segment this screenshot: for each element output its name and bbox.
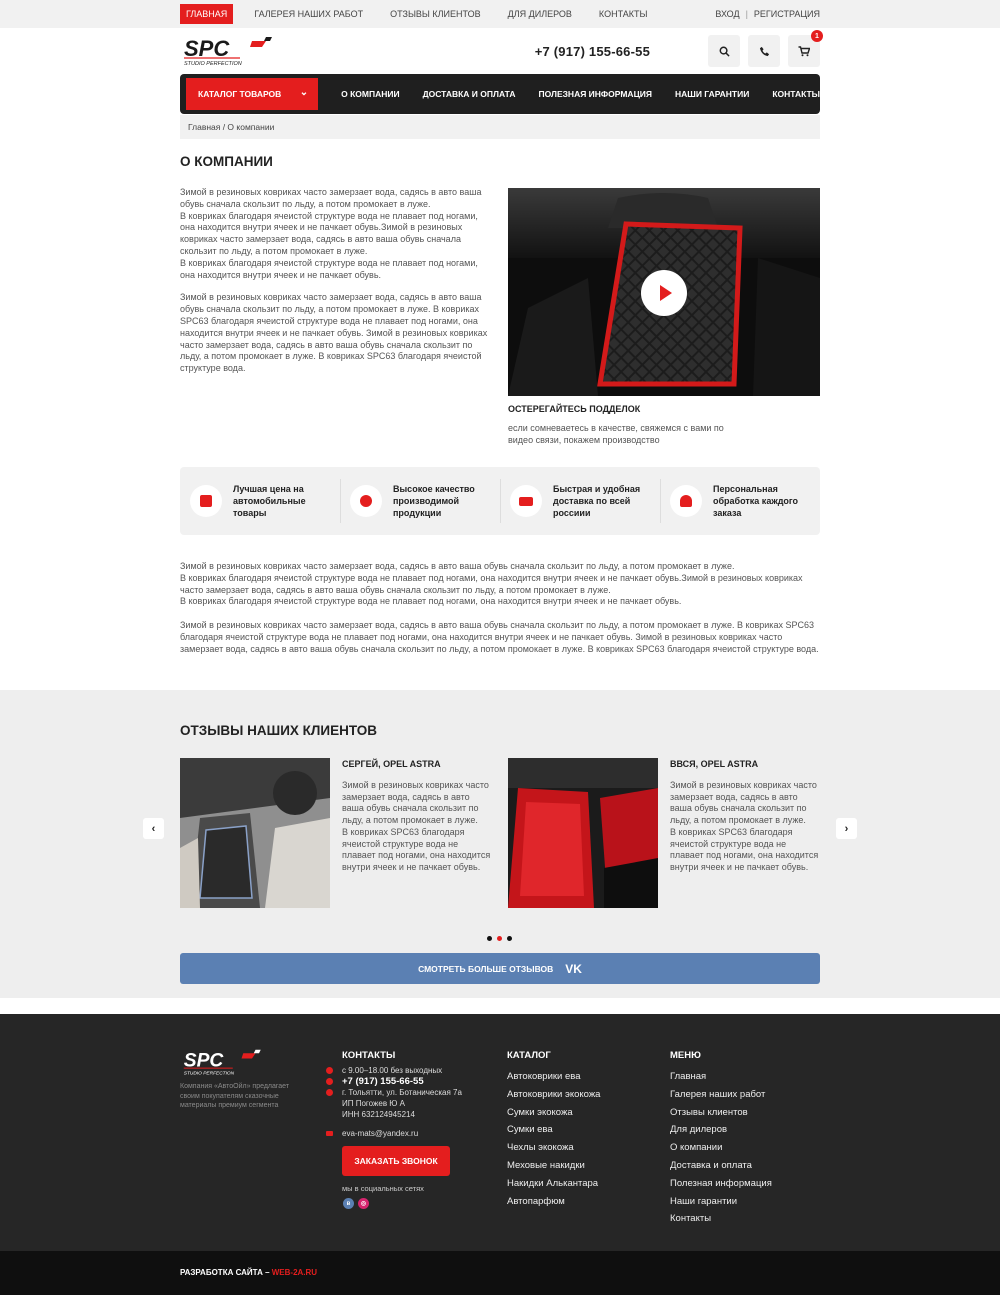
carousel-dot-active[interactable] bbox=[497, 936, 502, 941]
footer-menu-link[interactable]: Главная bbox=[670, 1071, 707, 1082]
register-link[interactable]: РЕГИСТРАЦИЯ bbox=[753, 9, 820, 19]
footer-menu-link[interactable]: Доставка и оплата bbox=[670, 1159, 752, 1171]
location-pin-icon bbox=[325, 1088, 334, 1097]
contact-address bbox=[342, 1088, 492, 1098]
carousel-dot[interactable] bbox=[487, 936, 492, 941]
footer-menu-list bbox=[670, 1068, 772, 1228]
features-bar bbox=[180, 467, 820, 535]
page-title: О КОМПАНИИ bbox=[180, 154, 273, 169]
feature-text: Персональная обработка каждого заказа bbox=[713, 484, 799, 518]
feature-item bbox=[660, 467, 820, 535]
footer-catalog-link[interactable]: Автоковрики экокожа bbox=[507, 1088, 601, 1100]
footer-phone[interactable]: +7 (917) 155-66-55 bbox=[342, 1076, 424, 1087]
inn-text: ИНН 632124945214 bbox=[342, 1110, 415, 1119]
top-nav-gallery[interactable]: ГАЛЕРЕЯ НАШИХ РАБОТ bbox=[254, 9, 364, 19]
video-player[interactable] bbox=[508, 188, 820, 396]
intro-text bbox=[180, 187, 490, 386]
top-nav-contacts[interactable]: КОНТАКТЫ bbox=[598, 9, 648, 19]
about-paragraph-1: Зимой в резиновых ковриках часто замерзает вода, садясь в авто ваша обувь сначала скользит по льду, а потом промокает в луже. В ковриках благодаря ячеистой структуре вода не плавает под ногами, она находится внутри ячеек и не пачкает обувь.Зимой в резиновых ковриках часто замерзает вода, садясь в авто ваша обувь сначала скользит по льду, а потом промокает в луже. В ковриках благодаря ячеистой структуре вода не плавает под ногами, она находится внутри ячеек и не пачкает обувь. bbox=[180, 561, 803, 607]
top-nav-home[interactable]: ГЛАВНАЯ bbox=[180, 4, 233, 24]
developer-label: РАЗРАБОТКА САЙТА – bbox=[180, 1268, 270, 1277]
carousel-dot[interactable] bbox=[507, 936, 512, 941]
footer-catalog-link[interactable]: Автопарфюм bbox=[507, 1195, 565, 1207]
nav-item-delivery[interactable]: ДОСТАВКА И ОПЛАТА bbox=[422, 89, 516, 99]
feature-text: Быстрая и удобная доставка по всей россиии bbox=[553, 484, 641, 518]
carousel-dots bbox=[487, 936, 512, 941]
reviews-title: ОТЗЫВЫ НАШИХ КЛИЕНТОВ bbox=[180, 723, 377, 738]
review-card bbox=[180, 758, 492, 908]
feature-item bbox=[500, 467, 660, 535]
video-note: если сомневаетесь в качестве, свяжемся с вами по видео связи, покажем производство bbox=[508, 423, 724, 445]
nav-item-guarantees[interactable]: НАШИ ГАРАНТИИ bbox=[675, 89, 750, 99]
footer-contacts-title: КОНТАКТЫ bbox=[342, 1050, 396, 1061]
svg-text:SPC: SPC bbox=[184, 36, 230, 61]
search-icon bbox=[719, 46, 730, 57]
bottom-bar bbox=[0, 1251, 1000, 1295]
wallet-icon bbox=[190, 485, 222, 517]
mail-icon bbox=[325, 1129, 334, 1138]
footer-catalog-title: КАТАЛОГ bbox=[507, 1050, 551, 1061]
search-button[interactable] bbox=[708, 35, 740, 67]
social-label: мы в социальных сетях bbox=[342, 1184, 424, 1193]
footer-catalog-link[interactable]: Автоковрики ева bbox=[507, 1071, 581, 1082]
more-reviews-label: СМОТРЕТЬ БОЛЬШЕ ОТЗЫВОВ bbox=[418, 963, 554, 974]
more-reviews-button[interactable] bbox=[180, 953, 820, 984]
chevron-left-icon: ‹ bbox=[151, 822, 156, 835]
contact-hours bbox=[342, 1066, 492, 1076]
footer-menu-link[interactable]: О компании bbox=[670, 1142, 723, 1154]
top-nav bbox=[180, 4, 674, 24]
video-title: ОСТЕРЕГАЙТЕСЬ ПОДДЕЛОК bbox=[508, 404, 641, 414]
developer-link[interactable]: WEB-2A.RU bbox=[271, 1268, 318, 1277]
contact-inn bbox=[342, 1110, 492, 1120]
feature-item bbox=[180, 467, 340, 535]
owner-text: ИП Погожев Ю А bbox=[342, 1099, 405, 1108]
footer-menu-link[interactable]: Галерея наших работ bbox=[670, 1088, 766, 1100]
carousel-prev-button[interactable] bbox=[143, 818, 164, 839]
footer-menu-link[interactable]: Контакты bbox=[670, 1213, 712, 1225]
cart-count-badge: 1 bbox=[811, 30, 823, 42]
cart-button[interactable] bbox=[788, 32, 820, 67]
footer-contacts bbox=[342, 1066, 492, 1140]
review-photo bbox=[180, 758, 330, 908]
instagram-icon[interactable]: ◎ bbox=[358, 1198, 369, 1209]
login-link[interactable]: ВХОД bbox=[715, 9, 740, 19]
footer-menu-link[interactable]: Отзывы клиентов bbox=[670, 1106, 748, 1118]
contact-email[interactable] bbox=[342, 1129, 492, 1139]
footer-catalog-link[interactable]: Чехлы экокожа bbox=[507, 1142, 574, 1154]
breadcrumb[interactable]: Главная / О компании bbox=[180, 115, 820, 139]
review-text: Зимой в резиновых ковриках часто замерзает вода, садясь в авто ваша обувь сначала скользит по льду, а потом промокает в луже. В ковриках SPC63 благодаря ячеистой структуре вода не плавает под ногами, она находится внутри ячеек и не пачкает обувь. bbox=[670, 780, 819, 872]
review-card bbox=[508, 758, 820, 908]
header bbox=[0, 28, 1000, 74]
header-phone[interactable]: +7 (917) 155-66-55 bbox=[534, 43, 650, 59]
nav-item-info[interactable]: ПОЛЕЗНАЯ ИНФОРМАЦИЯ bbox=[538, 89, 653, 99]
footer-description: Компания «АвтоОйл» предлагает своим покупателям сказочные материалы премиум сегмента bbox=[180, 1083, 290, 1109]
phone-button[interactable] bbox=[748, 35, 780, 67]
cart-icon bbox=[798, 46, 810, 57]
hours-text: с 9.00–18.00 без выходных bbox=[342, 1066, 443, 1075]
contact-phone[interactable] bbox=[342, 1077, 492, 1087]
review-text: Зимой в резиновых ковриках часто замерзает вода, садясь в авто ваша обувь сначала скользит по льду, а потом промокает в луже. В ковриках SPC63 благодаря ячеистой структуре вода не плавает под ногами, она находится внутри ячеек и не пачкает обувь. bbox=[342, 780, 491, 872]
play-button[interactable] bbox=[641, 270, 687, 316]
phone-icon bbox=[759, 46, 770, 57]
footer-menu-link[interactable]: Для дилеров bbox=[670, 1124, 728, 1136]
main-nav bbox=[180, 74, 820, 114]
developer-credit bbox=[180, 1268, 317, 1277]
contact-owner bbox=[342, 1099, 492, 1109]
catalog-label: КАТАЛОГ ТОВАРОВ bbox=[198, 89, 282, 99]
person-icon bbox=[670, 485, 702, 517]
footer-catalog-link[interactable]: Накидки Алькантара bbox=[507, 1177, 599, 1189]
site-logo[interactable] bbox=[180, 35, 280, 67]
nav-item-about[interactable]: О КОМПАНИИ bbox=[341, 89, 400, 99]
order-call-button[interactable]: ЗАКАЗАТЬ ЗВОНОК bbox=[342, 1146, 450, 1176]
svg-text:SPC: SPC bbox=[183, 1050, 224, 1072]
feature-text: Лучшая цена на автомобильные товары bbox=[233, 484, 306, 518]
address-text: г. Тольятти, ул. Ботаническая 7а bbox=[342, 1088, 462, 1097]
top-nav-reviews[interactable]: ОТЗЫВЫ КЛИЕНТОВ bbox=[390, 9, 481, 19]
clock-icon bbox=[325, 1066, 334, 1075]
catalog-dropdown-button[interactable] bbox=[186, 78, 318, 110]
footer-menu-link[interactable]: Полезная информация bbox=[670, 1177, 772, 1189]
about-text bbox=[180, 561, 820, 668]
phone-icon bbox=[325, 1077, 334, 1086]
reviews-section bbox=[0, 690, 1000, 998]
review-author: СЕРГЕЙ, OPEL ASTRA bbox=[342, 759, 441, 769]
footer-logo[interactable] bbox=[180, 1048, 268, 1076]
chevron-down-icon: ⌄ bbox=[299, 87, 309, 98]
svg-text:STUDIO PERFECTION: STUDIO PERFECTION bbox=[183, 1071, 235, 1076]
play-icon bbox=[660, 285, 672, 301]
about-paragraph-2: Зимой в резиновых ковриках часто замерзает вода, садясь в авто ваша обувь сначала скользит по льду, а потом промокает в луже. В ковриках SPC63 благодаря ячеистой структуре вода не плавает под ногами, она находится внутри ячеек и не пачкает обувь. Зимой в резиновых ковриках часто замерзает вода, садясь в авто ваша обувь сначала скользит по льду, а потом промокает в луже. В ковриках SPC63 благодаря ячеистой структуре вода. bbox=[180, 620, 819, 654]
vk-social-icon[interactable]: в bbox=[343, 1198, 354, 1209]
vk-icon: VK bbox=[565, 961, 582, 976]
top-bar bbox=[0, 0, 1000, 28]
footer-catalog-link[interactable]: Сумки ева bbox=[507, 1124, 553, 1136]
footer-catalog-link[interactable]: Меховые накидки bbox=[507, 1159, 585, 1171]
auth-separator: | bbox=[745, 9, 748, 19]
feature-text: Высокое качество производимой продукции bbox=[393, 484, 475, 518]
footer-menu-title: МЕНЮ bbox=[670, 1050, 701, 1061]
chevron-right-icon: › bbox=[844, 822, 849, 835]
nav-item-contacts[interactable]: КОНТАКТЫ bbox=[772, 89, 820, 99]
truck-icon bbox=[510, 485, 542, 517]
footer-catalog-link[interactable]: Сумки экокожа bbox=[507, 1106, 573, 1118]
medal-icon bbox=[350, 485, 382, 517]
svg-text:STUDIO PERFECTION: STUDIO PERFECTION bbox=[184, 61, 242, 67]
auth-links bbox=[715, 9, 820, 19]
intro-paragraph-2: Зимой в резиновых ковриках часто замерзает вода, садясь в авто ваша обувь сначала скользит по льду, а потом промокает в луже. В ковриках SPC63 благодаря ячеистой структуре вода не плавает под ногами, она находится внутри ячеек и не пачкает обувь. Зимой в резиновых ковриках часто замерзает вода, садясь в авто ваша обувь сначала скользит по льду, а потом промокает в луже. В ковриках SPC63 благодаря ячеистой структуре вода. bbox=[180, 292, 488, 374]
feature-item bbox=[340, 467, 500, 535]
email-text[interactable]: eva-mats@yandex.ru bbox=[342, 1129, 419, 1138]
review-author: ВВСЯ, OPEL ASTRA bbox=[670, 759, 759, 769]
footer-menu-link[interactable]: Наши гарантии bbox=[670, 1195, 738, 1207]
top-nav-dealers[interactable]: ДЛЯ ДИЛЕРОВ bbox=[507, 9, 572, 19]
footer-catalog-list bbox=[507, 1068, 600, 1210]
review-photo bbox=[508, 758, 658, 908]
carousel-next-button[interactable] bbox=[836, 818, 857, 839]
intro-paragraph-1: Зимой в резиновых ковриках часто замерзает вода, садясь в авто ваша обувь сначала скользит по льду, а потом промокает в луже. В ковриках благодаря ячеистой структуре вода не плавает под ногами, она находится внутри ячеек и не пачкает обувь.Зимой в резиновых ковриках часто замерзает вода, садясь в авто ваша обувь сначала скользит по льду, а потом промокает в луже. В ковриках благодаря ячеистой структуре вода не плавает под ногами, она находится внутри ячеек и не пачкает обувь. bbox=[180, 187, 482, 280]
